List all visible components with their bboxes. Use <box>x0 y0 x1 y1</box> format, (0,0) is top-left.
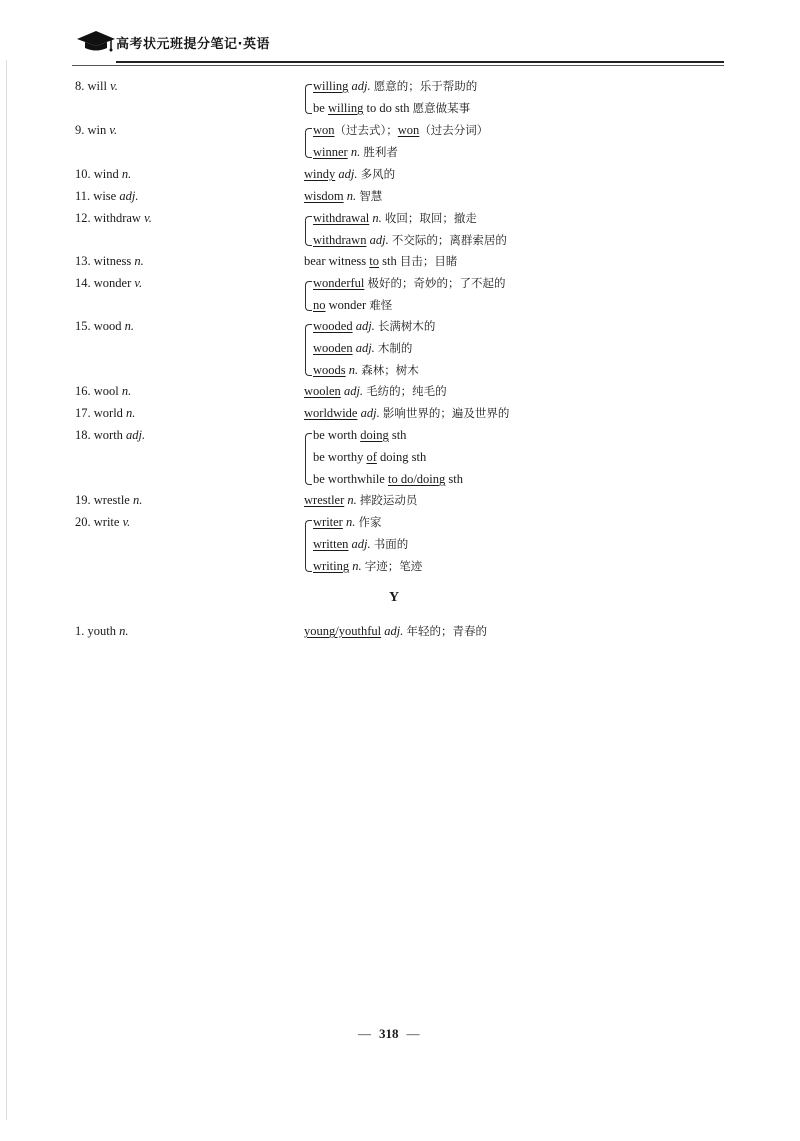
entry-derivative <box>313 471 463 487</box>
grouping-brace <box>305 281 312 311</box>
chinese-gloss: 书面的 <box>373 537 409 551</box>
chinese-gloss: 影响世界的；遍及世界的 <box>382 406 510 420</box>
chinese-gloss: 极好的；奇妙的；了不起的 <box>367 276 506 290</box>
entry-headword <box>75 275 142 291</box>
text-segment: adj. <box>384 624 404 638</box>
chinese-gloss: 目击；目睹 <box>399 254 458 268</box>
entry-derivative <box>304 188 382 204</box>
entry-word: withdraw <box>90 211 145 225</box>
chinese-gloss: 木制的 <box>377 341 413 355</box>
chinese-gloss: 多风的 <box>360 167 396 181</box>
chinese-gloss: 不交际的；离群索居的 <box>391 233 507 247</box>
entry-part-of-speech: n. <box>121 384 132 398</box>
entry-word: wise <box>90 189 120 203</box>
chinese-gloss: 作家 <box>358 515 382 529</box>
text-segment: n. <box>347 493 357 507</box>
text-segment: n. <box>346 189 357 203</box>
text-segment: bear witness <box>304 254 370 268</box>
text-segment: adj. <box>360 406 380 420</box>
entry-derivative <box>313 100 470 116</box>
underlined-word: wonderful <box>313 276 365 290</box>
entry-word: wonder <box>90 276 135 290</box>
entry-part-of-speech: n. <box>121 167 132 181</box>
entry-number: 8. <box>75 79 85 93</box>
underlined-word: no <box>313 298 326 312</box>
entry-word: world <box>90 406 127 420</box>
entry-number: 1. <box>75 624 85 638</box>
text-segment: n. <box>350 145 361 159</box>
underlined-word: writing <box>313 559 350 573</box>
underlined-word: woolen <box>304 384 341 398</box>
entry-headword <box>75 188 138 204</box>
text-segment: adj. <box>338 167 358 181</box>
entry-derivative <box>313 78 477 94</box>
entry-number: 11. <box>75 189 91 203</box>
underlined-word: wisdom <box>304 189 344 203</box>
text-segment: sth <box>379 254 400 268</box>
entry-word: write <box>90 515 123 529</box>
underlined-word: withdrawal <box>313 211 370 225</box>
text-segment: be worthwhile <box>313 472 388 486</box>
entry-part-of-speech: n. <box>132 493 143 507</box>
entry-part-of-speech: v. <box>109 123 118 137</box>
text-segment: adj. <box>355 319 375 333</box>
entry-derivative <box>313 514 381 530</box>
underlined-word: won <box>397 123 420 137</box>
entry-part-of-speech: v. <box>110 79 118 93</box>
text-segment: doing sth <box>376 450 427 464</box>
entry-derivative <box>313 297 392 313</box>
entry-derivative <box>304 405 509 421</box>
entry-derivative <box>313 427 406 443</box>
entry-part-of-speech: adj. <box>126 428 146 442</box>
entry-derivative <box>313 122 488 138</box>
underlined-word: woods <box>313 363 346 377</box>
entry-derivative <box>313 318 435 334</box>
entry-word: wool <box>90 384 122 398</box>
text-segment: sth <box>388 428 407 442</box>
grouping-brace <box>305 128 312 158</box>
text-segment: adj. <box>355 341 375 355</box>
entry-word: wood <box>90 319 125 333</box>
entry-part-of-speech: v. <box>144 211 152 225</box>
entry-derivative <box>304 383 447 399</box>
text-segment: n. <box>372 211 382 225</box>
chinese-gloss: （过去式）； <box>334 123 398 137</box>
chinese-gloss: 愿意做某事 <box>412 101 471 115</box>
entry-number: 9. <box>75 123 85 137</box>
text-segment: n. <box>348 363 359 377</box>
entry-part-of-speech: n. <box>124 319 135 333</box>
chinese-gloss: 字迹；笔迹 <box>364 559 423 573</box>
underlined-word: of <box>366 450 377 464</box>
entry-number: 10. <box>75 167 91 181</box>
underlined-word: writer <box>313 515 343 529</box>
underlined-word: windy <box>304 167 336 181</box>
entry-part-of-speech: n. <box>126 406 136 420</box>
chinese-gloss: （过去分词） <box>419 123 489 137</box>
entry-number: 18. <box>75 428 91 442</box>
section-letter-y: Y <box>389 590 400 605</box>
entry-headword <box>75 383 131 399</box>
entry-word: worth <box>90 428 127 442</box>
entry-derivative <box>313 558 422 574</box>
page-margin-line <box>6 60 7 1120</box>
chinese-gloss: 森林；树木 <box>361 363 419 377</box>
text-segment: be <box>313 101 328 115</box>
underlined-word: worldwide <box>304 406 358 420</box>
footer-dash-right: — <box>406 1026 420 1041</box>
grouping-brace <box>305 520 312 572</box>
underlined-word: to <box>369 254 379 268</box>
text-segment: sth <box>445 472 463 486</box>
entry-derivative <box>313 536 408 552</box>
entry-word: wrestle <box>90 493 133 507</box>
footer-dash-left: — <box>358 1026 371 1041</box>
entry-derivative <box>313 210 477 226</box>
entry-number: 15. <box>75 319 91 333</box>
chinese-gloss: 胜利者 <box>363 145 398 159</box>
entry-headword <box>75 427 145 443</box>
entry-headword <box>75 253 144 269</box>
entry-word: win <box>84 123 110 137</box>
entry-headword <box>75 405 135 421</box>
entry-headword <box>75 514 130 530</box>
entry-number: 19. <box>75 493 91 507</box>
underlined-word: wooded <box>313 319 353 333</box>
underlined-word: written <box>313 537 349 551</box>
entry-number: 20. <box>75 515 91 529</box>
grouping-brace <box>305 216 312 246</box>
entry-derivative <box>313 232 507 248</box>
entry-headword <box>75 166 131 182</box>
entry-number: 14. <box>75 276 91 290</box>
entry-part-of-speech: n. <box>134 254 144 268</box>
entry-derivative <box>313 449 426 465</box>
underlined-word: wrestler <box>304 493 345 507</box>
entry-word: youth <box>84 624 120 638</box>
text-segment: adj. <box>351 79 371 93</box>
entry-headword <box>75 122 117 138</box>
entry-number: 17. <box>75 406 91 420</box>
underlined-word: wooden <box>313 341 353 355</box>
entry-headword <box>75 492 142 508</box>
text-segment: be worthy <box>313 450 367 464</box>
entry-word: witness <box>90 254 135 268</box>
entry-part-of-speech: adj. <box>119 189 139 203</box>
entry-number: 13. <box>75 254 91 268</box>
entry-derivative <box>313 340 412 356</box>
text-segment: adj. <box>351 537 371 551</box>
entry-derivative <box>313 144 398 160</box>
page-number: 318 <box>379 1026 399 1041</box>
text-segment: n. <box>352 559 362 573</box>
header-rule <box>116 61 724 63</box>
chinese-gloss: 愿意的；乐于帮助的 <box>373 79 478 93</box>
entry-number: 12. <box>75 211 91 225</box>
page-footer <box>358 1026 420 1042</box>
entry-derivative <box>304 253 457 269</box>
header-title: 高考状元班提分笔记·英语 <box>116 37 270 52</box>
text-segment: be worth <box>313 428 361 442</box>
entry-number: 16. <box>75 384 91 398</box>
underlined-word: won <box>313 123 335 137</box>
chinese-gloss: 摔跤运动员 <box>359 493 418 507</box>
underlined-word: to do/doing <box>387 472 446 486</box>
entry-part-of-speech: n. <box>119 624 129 638</box>
underlined-word: winner <box>313 145 348 159</box>
text-segment: adj. <box>369 233 389 247</box>
chinese-gloss: 毛纺的；纯毛的 <box>366 384 447 398</box>
page-header <box>72 27 724 65</box>
text-segment: wonder <box>325 298 370 312</box>
graduation-cap-icon <box>76 29 116 53</box>
entry-headword <box>75 78 118 94</box>
chinese-gloss: 年轻的；青春的 <box>406 624 487 638</box>
entry-word: wind <box>90 167 122 181</box>
text-segment: adj. <box>343 384 364 398</box>
underlined-word: willing <box>327 101 364 115</box>
grouping-brace <box>305 433 312 485</box>
underlined-word: young/youthful <box>304 624 382 638</box>
entry-derivative <box>313 362 419 378</box>
entry-part-of-speech: v. <box>134 276 143 290</box>
entry-headword <box>75 318 134 334</box>
entry-word: will <box>84 79 111 93</box>
grouping-brace <box>305 324 312 376</box>
underlined-word: doing <box>360 428 389 442</box>
chinese-gloss: 收回；取回；撤走 <box>384 211 477 225</box>
underlined-word: willing <box>313 79 349 93</box>
text-segment: to do sth <box>363 101 413 115</box>
text-segment: n. <box>345 515 356 529</box>
underlined-word: withdrawn <box>313 233 367 247</box>
grouping-brace <box>305 84 312 114</box>
chinese-gloss: 长满树木的 <box>377 319 436 333</box>
entry-headword <box>75 210 152 226</box>
entry-derivative <box>304 492 417 508</box>
entry-part-of-speech: v. <box>122 515 131 529</box>
chinese-gloss: 难怪 <box>369 298 393 312</box>
chinese-gloss: 智慧 <box>359 189 383 203</box>
entry-derivative <box>304 623 487 639</box>
header-rule-thin <box>72 65 724 66</box>
entry-headword <box>75 623 128 639</box>
entry-derivative <box>313 275 506 291</box>
entry-derivative <box>304 166 395 182</box>
